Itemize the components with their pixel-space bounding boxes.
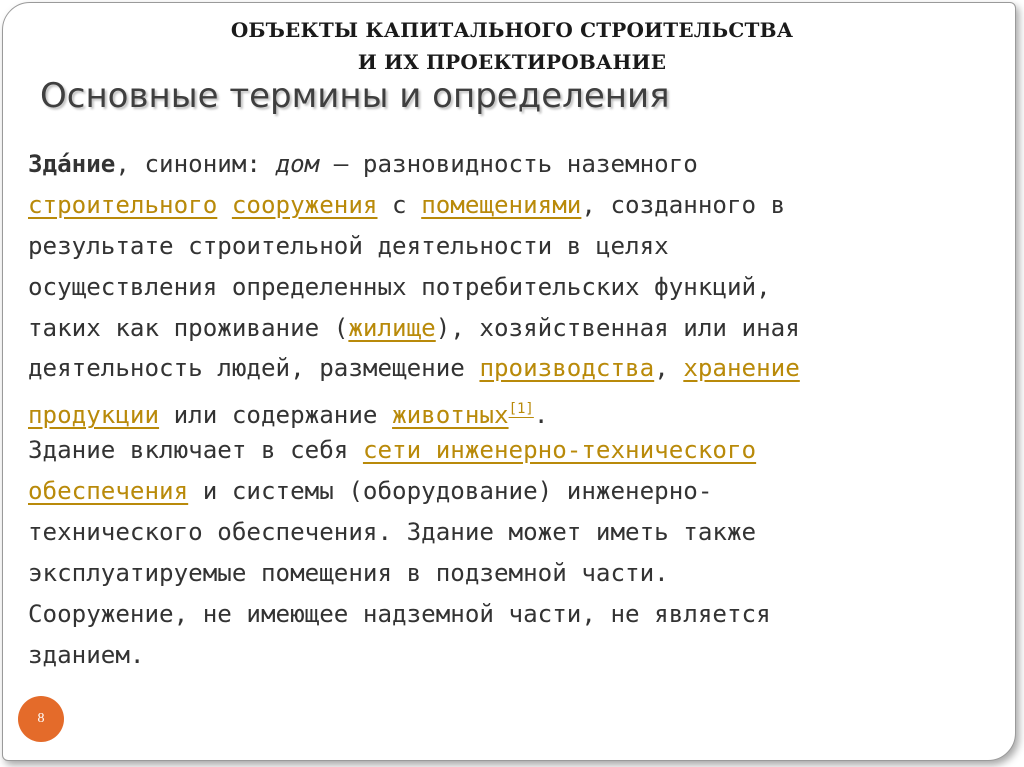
definition-text	[28, 144, 978, 676]
text-span: деятельность людей, размещение	[28, 354, 480, 383]
link-structure[interactable]: сооружения	[231, 190, 378, 219]
slide-title: Основные термины и определения	[40, 76, 670, 116]
text-line-4: осуществления определенных потребительских функций,	[28, 272, 771, 301]
link-storage[interactable]: хранение	[683, 354, 800, 383]
link-construction[interactable]: строительного	[28, 190, 218, 219]
link-premises[interactable]: помещениями	[421, 190, 582, 219]
link-dwelling[interactable]: жилище	[348, 313, 436, 342]
text-span: и системы (оборудование) инженерно-	[188, 477, 713, 506]
text-span: ,	[654, 354, 684, 383]
footnote-link[interactable]: [1]	[508, 401, 534, 418]
text-line-6	[28, 348, 978, 389]
term-building: Зда́ние	[28, 150, 116, 178]
text-span: или содержание	[159, 401, 393, 430]
link-production[interactable]: производства	[479, 354, 655, 383]
text-span	[217, 191, 232, 219]
text-line-12: Сооружение, не имеющее надземной части, не является	[28, 599, 771, 628]
text-line-3: результате строительной деятельности в целях	[28, 231, 669, 260]
header-line-1: ОБЪЕКТЫ КАПИТАЛЬНОГО СТРОИТЕЛЬСТВА	[230, 18, 794, 42]
text-line-7	[28, 389, 978, 430]
link-animals[interactable]: животных	[392, 401, 509, 430]
text-line-13: зданием.	[28, 640, 145, 669]
page-number-badge: 8	[18, 696, 64, 742]
header-line-2: И ИХ ПРОЕКТИРОВАНИЕ	[357, 50, 667, 74]
text-line-5	[28, 308, 978, 349]
text-span: — разновидность наземного	[319, 150, 698, 178]
text-line-8	[28, 430, 978, 471]
text-span: с	[377, 190, 422, 219]
synonym-house: дом	[275, 150, 320, 178]
text-line-2	[28, 185, 978, 226]
text-span: ), хозяйственная или иная	[435, 313, 800, 342]
link-products[interactable]: продукции	[28, 401, 160, 430]
text-span: , созданного в	[581, 190, 786, 219]
text-span: .	[533, 401, 549, 430]
text-line-10: технического обеспечения. Здание может иметь также	[28, 518, 757, 547]
text-span: , синоним:	[115, 150, 276, 178]
link-provision[interactable]: обеспечения	[28, 477, 189, 506]
text-span: таких как проживание (	[28, 313, 349, 342]
text-line-11: эксплуатируемые помещения в подземной части.	[28, 558, 669, 587]
text-line-9	[28, 471, 978, 512]
text-span: Здание включает в себя	[28, 436, 363, 465]
link-engineering-networks[interactable]: сети инженерно-технического	[362, 436, 757, 465]
text-line-1	[28, 144, 978, 185]
